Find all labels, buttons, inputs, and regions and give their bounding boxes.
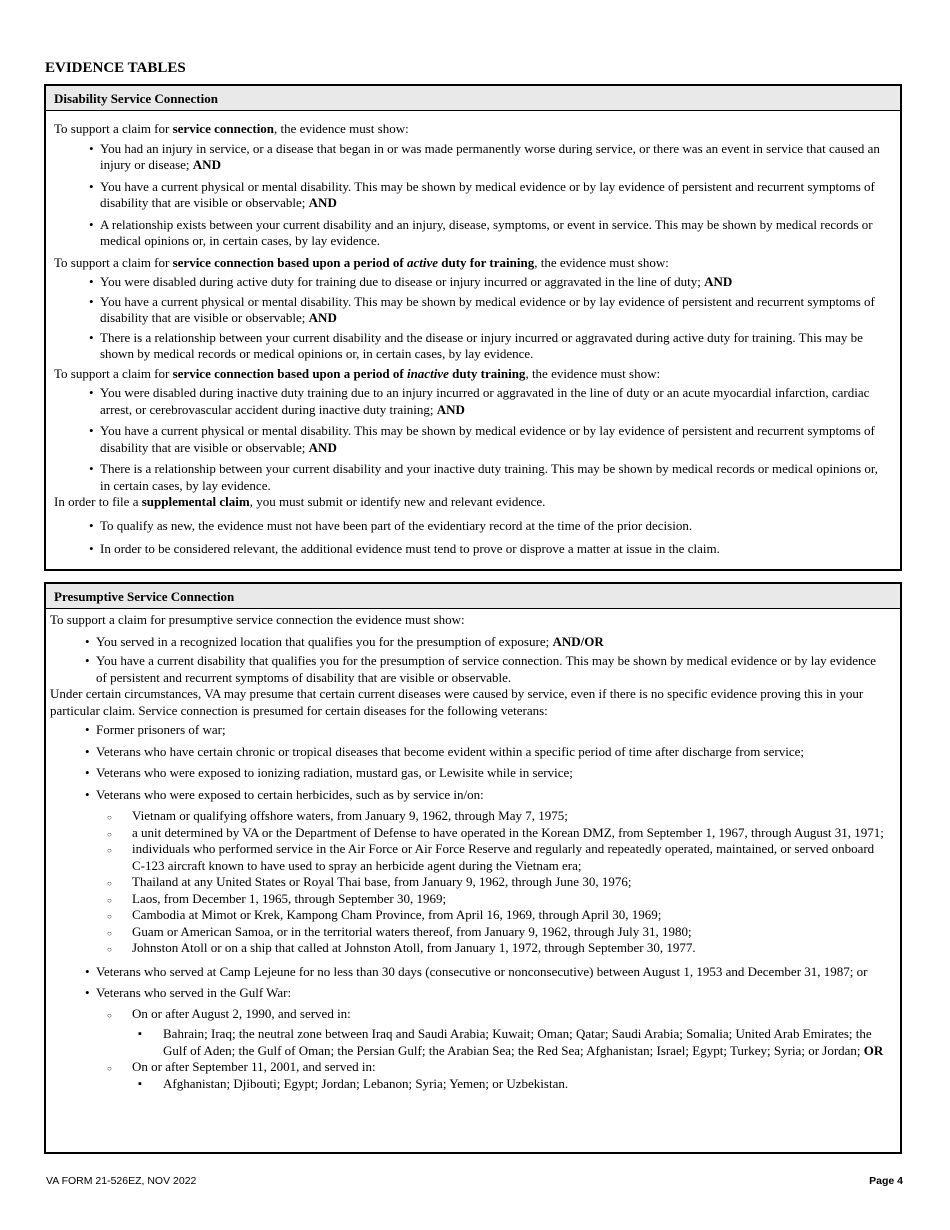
list-item: • A relationship exists between your current disability and an injury, disease, symptoms, or event in service. This may be shown by medical records or medical opinions or, in certain cases, by lay evidence. — [54, 217, 886, 250]
list-item: ○ individuals who performed service in the Air Force or Air Force Reserve and regularly and repeatedly operated, maintained, or served onboard C-123 aircraft known to have used to spray an herbicide agent during the Vietnam era; — [50, 841, 890, 874]
list-item: ▪ Afghanistan; Djibouti; Egypt; Jordan; Lebanon; Syria; Yemen; or Uzbekistan. — [50, 1076, 890, 1093]
list-item: ○ Johnston Atoll or on a ship that called at Johnston Atoll, from January 1, 1972, through September 30, 1977. — [50, 940, 890, 957]
list-item: • Veterans who have certain chronic or tropical diseases that become evident within a specific period of time after discharge from service; — [50, 744, 890, 761]
list-item: ▪ Bahrain; Iraq; the neutral zone between Iraq and Saudi Arabia; Kuwait; Oman; Qatar; Saudi Arabia; Somalia; United Arab Emirates; the Gulf of Aden; the Gulf of Oman; the Persian Gulf; the Arabian Sea; the Red Sea; Afghanistan; Israel; Egypt; Turkey; Syria; or Jordan; OR — [50, 1026, 890, 1059]
list-item: • Former prisoners of war; — [50, 722, 890, 739]
form-number: VA FORM 21-526EZ, NOV 2022 — [46, 1175, 197, 1187]
presumptive-table-body — [46, 609, 900, 1092]
gulf-war-locations-2001 — [50, 1076, 890, 1093]
disability-table-body — [46, 111, 900, 558]
list-item: • You have a current disability that qualifies you for the presumption of service connection. This may be shown by medical evidence or by lay evidence of persistent and recurrent symptoms of disability that are visible or observable. — [50, 653, 890, 686]
list-item: • In order to be considered relevant, the additional evidence must tend to prove or disprove a matter at issue in the claim. — [54, 541, 886, 558]
disability-table-header: Disability Service Connection — [46, 86, 900, 111]
veterans-list — [50, 722, 890, 803]
list-item: • There is a relationship between your current disability and the disease or injury incurred or aggravated during active duty for training. This may be shown by medical records or medical opinions or, in certain cases, by lay evidence. — [54, 330, 886, 363]
list-item: • You had an injury in service, or a disease that began in or was made permanently worse during service, or there was an event in service that caused an injury or disease; AND — [54, 141, 886, 174]
list-item: • You served in a recognized location that qualifies you for the presumption of exposure; AND/OR — [50, 634, 890, 651]
intro-active-duty-training: To support a claim for service connection based upon a period of active duty for training, the evidence must show: — [54, 254, 669, 270]
list-item: • To qualify as new, the evidence must not have been part of the evidentiary record at the time of the prior decision. — [54, 518, 886, 535]
service-connection-list — [54, 141, 886, 250]
list-item: ○ On or after August 2, 1990, and served in: — [50, 1006, 890, 1023]
page-number: Page 4 — [869, 1175, 903, 1187]
list-item: ○ Cambodia at Mimot or Krek, Kampong Cham Province, from April 16, 1969, through April 30, 1969; — [50, 907, 890, 924]
list-item: • You have a current physical or mental disability. This may be shown by medical evidence or by lay evidence of persistent and recurrent symptoms of disability that are visible or observable; AND — [54, 179, 886, 212]
list-item: • Veterans who were exposed to ionizing radiation, mustard gas, or Lewisite while in service; — [50, 765, 890, 782]
list-item: • Veterans who served at Camp Lejeune for no less than 30 days (consecutive or nonconsecutive) between August 1, 1953 and December 31, 1987; or — [50, 964, 890, 981]
list-item: • You were disabled during active duty for training due to disease or injury incurred or aggravated in the line of duty; AND — [54, 274, 886, 291]
list-item: ○ Vietnam or qualifying offshore waters, from January 9, 1962, through May 7, 1975; — [50, 808, 890, 825]
intro-service-connection: To support a claim for service connection, the evidence must show: — [54, 121, 409, 136]
list-item: • Veterans who served in the Gulf War: — [50, 985, 890, 1002]
list-item: • There is a relationship between your current disability and your inactive duty training. This may be shown by medical records or medical opinions or, in certain cases, by lay evidence. — [54, 461, 886, 494]
gulf-war-locations-1990 — [50, 1026, 890, 1059]
list-item: ○ Thailand at any United States or Royal Thai base, from January 9, 1962, through June 30, 1976; — [50, 874, 890, 891]
list-item: • Veterans who were exposed to certain herbicides, such as by service in/on: — [50, 787, 890, 804]
gulf-war-periods-list-2 — [50, 1059, 890, 1076]
intro-inactive-duty-training: To support a claim for service connection based upon a period of inactive duty training, the evidence must show: — [54, 365, 661, 381]
disability-service-connection-table — [44, 84, 902, 571]
supplemental-claim-list — [54, 518, 886, 558]
presumptive-intro: To support a claim for presumptive service connection the evidence must show: — [50, 612, 465, 627]
list-item: • You were disabled during inactive duty training due to an injury incurred or aggravated in the line of duty or an acute myocardial infarction, cardiac arrest, or cerebrovascular accident during inactive duty training; AND — [54, 385, 886, 418]
inactive-duty-training-list — [54, 385, 886, 494]
veterans-list-continued — [50, 964, 890, 1002]
page-title: EVIDENCE TABLES — [45, 60, 186, 76]
presumptive-requirements-list — [50, 634, 890, 687]
list-item: • You have a current physical or mental disability. This may be shown by medical evidence or by lay evidence of persistent and recurrent symptoms of disability that are visible or observable; AND — [54, 423, 886, 456]
active-duty-training-list — [54, 274, 886, 363]
presumptive-service-connection-table — [44, 582, 902, 1154]
gulf-war-periods-list — [50, 1006, 890, 1023]
list-item: ○ Guam or American Samoa, or in the territorial waters thereof, from January 9, 1962, through July 31, 1980; — [50, 924, 890, 941]
list-item: ○ a unit determined by VA or the Department of Defense to have operated in the Korean DMZ, from September 1, 1967, through August 31, 1971; — [50, 825, 890, 842]
list-item: • You have a current physical or mental disability. This may be shown by medical evidence or by lay evidence of persistent and recurrent symptoms of disability that are visible or observable; AND — [54, 294, 886, 327]
intro-supplemental-claim: In order to file a supplemental claim, you must submit or identify new and relevant evidence. — [54, 494, 546, 509]
herbicide-locations-list — [50, 808, 890, 957]
presumptive-paragraph: Under certain circumstances, VA may presume that certain current diseases were caused by service, even if there is no specific evidence proving this in your particular claim. Service connection is presumed for certain diseases for the following veterans: — [50, 686, 864, 718]
list-item: ○ Laos, from December 1, 1965, through September 30, 1969; — [50, 891, 890, 908]
presumptive-table-header: Presumptive Service Connection — [46, 584, 900, 609]
list-item: ○ On or after September 11, 2001, and served in: — [50, 1059, 890, 1076]
